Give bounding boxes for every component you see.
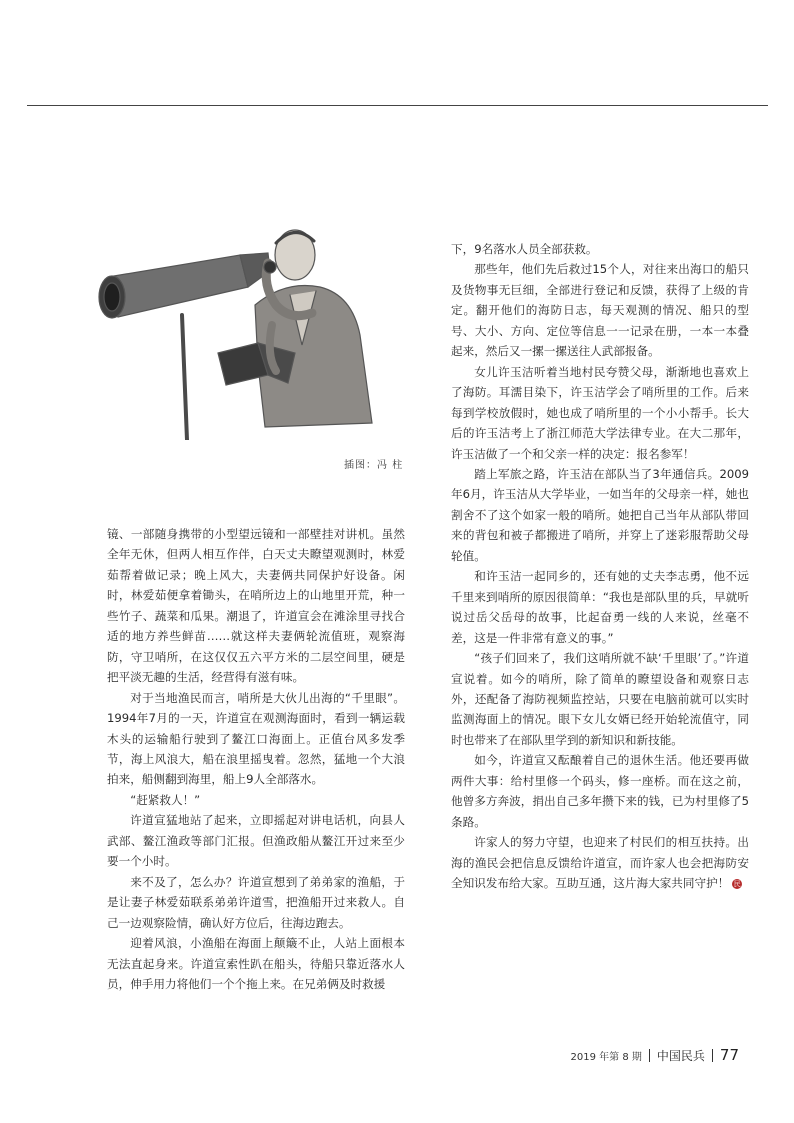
paragraph: 那些年，他们先后救过15个人，对往来出海口的船只及货物事无巨细，全部进行登记和反馈，获得了上级的肯定。翻开他们的海防日志，每天观测的情况、船只的型号、大小、方向、定位等信息一一记录在册，一本一本叠起来，然后又一摞一摞送往人武部报备。 [451, 262, 749, 359]
paragraph: 迎着风浪，小渔船在海面上颠簸不止，人站上面根本无法直起身来。许道宣索性趴在船头，待船只靠近落水人员，伸手用力将他们一个个拖上来。在兄弟俩及时救援 [107, 936, 405, 991]
footer-divider [712, 1049, 713, 1062]
article-column-right [451, 239, 749, 894]
paragraph: 对于当地渔民而言，哨所是大伙儿出海的“千里眼”。1994年7月的一天，许道宣在观测海面时，看到一辆运载木头的运输船行驶到了鳌江口海面上。正值台风多发季节，海上风浪大，船在浪里摇曳着。忽然，猛地一个大浪拍来，船侧翻到海里，船上9人全部落水。 [107, 690, 405, 787]
article-column-left [107, 524, 405, 994]
issue-label: 2019 年第 8 期 [570, 1051, 642, 1063]
illustration-man-with-telescope [90, 225, 430, 440]
paragraph: 镜、一部随身携带的小型望远镜和一部壁挂对讲机。虽然全年无休，但两人相互作伴，白天丈夫瞭望观测时，林爱茹帮着做记录；晚上风大，夫妻俩共同保护好设备。闲时，林爱茹便拿着锄头，在哨所边上的山地里开荒，种一些竹子、蔬菜和瓜果。潮退了，许道宣会在滩涂里寻找合适的地方养些鲜苗……就这样夫妻俩轮流值班，观察海防，守卫哨所，在这仅仅五六平方米的二层空间里，硬是把平淡无趣的生活，经营得有滋有味。 [107, 527, 405, 685]
paragraph: 和许玉洁一起同乡的，还有她的丈夫李志勇，他不远千里来到哨所的原因很简单：“我也是部队里的兵，早就听说过岳父岳母的故事，比起奋勇一线的人来说，丝毫不差，这是一件非常有意义的事。” [451, 569, 749, 645]
end-mark-icon: 民 [733, 880, 741, 889]
illustration-caption: 插图：冯 柱 [344, 460, 404, 471]
paragraph-final [451, 832, 749, 893]
page-footer [571, 1046, 739, 1064]
paragraph: “赶紧救人！” [130, 792, 201, 807]
footer-divider [649, 1049, 650, 1062]
telescope-body [108, 255, 248, 317]
final-paragraph-text: 许家人的努力守望，也迎来了村民们的相互扶持。出海的渔民会把信息反馈给许道宣，而许家人也会把海防安全知识发布给大家。互助互通，这片海大家共同守护！ [451, 835, 749, 891]
paragraph: 下，9名落水人员全部获救。 [451, 242, 598, 256]
tripod-pole [182, 315, 187, 440]
microphone [264, 261, 276, 273]
paragraph: 如今，许道宣又酝酿着自己的退休生活。他还要再做两件大事：给村里修一个码头，修一座桥。而在这之前，他曾多方奔波，捐出自己多年攒下来的钱，已为村里修了5条路。 [451, 753, 749, 829]
magazine-name: 中国民兵 [656, 1048, 705, 1063]
header-rule [27, 105, 768, 106]
paragraph: 来不及了，怎么办？许道宣想到了弟弟家的渔船，于是让妻子林爱茹联系弟弟许道雪，把渔船开过来救人。自己一边观察险情，确认好方位后，往海边跑去。 [107, 874, 405, 930]
paragraph: “孩子们回来了，我们这哨所就不缺‘千里眼’了。”许道宣说着。如今的哨所，除了简单的瞭望设备和观察日志外，还配备了海防视频监控站，只要在电脑前就可以实时监测海面上的情况。眼下女儿女婿已经开始轮流值守，同时也带来了在部队里学到的新知识和新技能。 [451, 651, 749, 747]
page-number: 77 [719, 1046, 739, 1064]
paragraph: 许道宣猛地站了起来，立即摇起对讲电话机，向县人武部、鳌江渔政等部门汇报。但渔政船从鳌江开过来至少要一个小时。 [107, 813, 405, 869]
paragraph: 女儿许玉洁听着当地村民夸赞父母，渐渐地也喜欢上了海防。耳濡目染下，许玉洁学会了哨所里的工作。后来每到学校放假时，她也成了哨所里的一个小小帮手。长大后的许玉洁考上了浙江师范大学法律专业。在大二那年，许玉洁做了一个和父亲一样的决定：报名参军！ [451, 364, 749, 461]
paragraph: 踏上军旅之路，许玉洁在部队当了3年通信兵。2009年6月，许玉洁从大学毕业，一如当年的父母亲一样，她也割舍不了这个如家一般的哨所。她把自己当年从部队带回来的背包和被子都搬进了哨所，并穿上了迷彩服帮助父母轮值。 [451, 466, 749, 563]
